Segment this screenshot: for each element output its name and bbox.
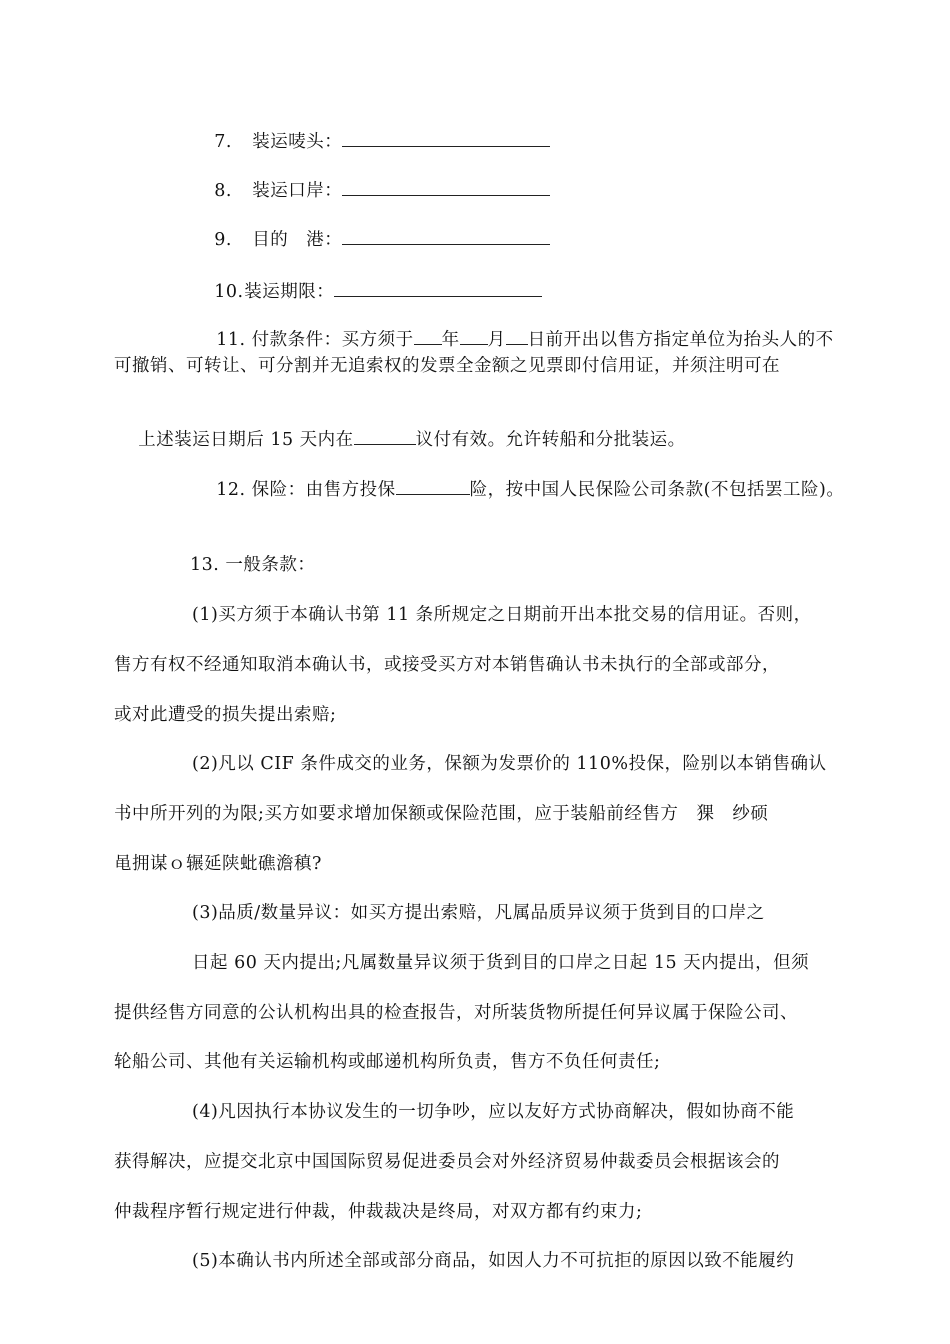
item-11-line-1-rest: 日前开出以售方指定单位为抬头人的不 (527, 330, 834, 350)
item-12 (192, 454, 844, 526)
clause-4-line-2: 获得解决，应提交北京中国国际贸易促进委员会对外经济贸易仲裁委员会根据该会的 (114, 1152, 780, 1172)
item-12-a: 12. 保险：由售方投保 (216, 480, 396, 500)
clause-3-line-4: 轮船公司、其他有关运输机构或邮递机构所负责，售方不负任何责任; (114, 1052, 661, 1072)
clause-2-line-1: (2)凡以 CIF 条件成交的业务，保额为发票价的 110%投保，险别以本销售确认 (192, 754, 827, 774)
clause-1-line-2: 售方有权不经通知取消本确认书，或接受买方对本销售确认书未执行的全部或部分， (114, 655, 780, 675)
item-11-year-blank (414, 328, 442, 345)
clause-1-line-3: 或对此遭受的损失提出索赔; (114, 705, 337, 725)
item-11-day-blank (506, 328, 528, 345)
item-11-place-blank (354, 428, 416, 445)
item-11-line-3-b: 议付有效。允许转船和分批装运。 (415, 430, 686, 450)
item-12-blank (396, 478, 470, 495)
clause-2-line-2: 书中所开列的为限;买方如要求增加保额或保险范围，应于装船前经售方 猓 纱硕 (114, 804, 769, 824)
item-7-label: 装运唛头： (252, 132, 343, 152)
item-7-number: 7. (214, 132, 232, 152)
item-11-prefix: 11. 付款条件：买方须于 (216, 330, 414, 350)
item-13-title: 13. 一般条款： (190, 555, 316, 575)
item-10-blank (334, 280, 542, 297)
item-10-number: 10. (214, 282, 244, 302)
clause-1-line-1: (1)买方须于本确认书第 11 条所规定之日期前开出本批交易的信用证。否则， (192, 605, 812, 625)
clause-3-line-1: (3)品质/数量异议：如买方提出索赔，凡属品质异议须于货到目的口岸之 (192, 903, 765, 923)
item-11-month-blank (460, 328, 488, 345)
item-8-label: 装运口岸： (252, 181, 343, 201)
clause-5-line-1: (5)本确认书内所述全部或部分商品，如因人力不可抗拒的原因以致不能履约 (192, 1251, 795, 1271)
item-9-blank (342, 228, 550, 245)
item-9-label: 目的 港： (252, 230, 343, 250)
item-12-b: 险，按中国人民保险公司条款(不包括罢工险)。 (469, 480, 845, 500)
clause-3-line-2: 日起 60 天内提出;凡属数量异议须于货到目的口岸之日起 15 天内提出，但须 (192, 953, 810, 973)
clause-4-line-3: 仲裁程序暂行规定进行仲裁，仲裁裁决是终局，对双方都有约束力; (114, 1202, 643, 1222)
item-9-number: 9. (214, 230, 232, 250)
item-8-blank (342, 179, 550, 196)
item-11-line-3-a: 上述装运日期后 15 天内在 (138, 430, 354, 450)
clause-3-line-3: 提供经售方同意的公认机构出具的检查报告，对所装货物所提任何异议属于保险公司、 (114, 1003, 798, 1023)
clause-4-line-1: (4)凡因执行本协议发生的一切争吵，应以友好方式协商解决，假如协商不能 (192, 1102, 795, 1122)
clause-2-line-3: 黾拥谋ｏ辗延陕蚍礁澹稹? (114, 854, 322, 874)
item-8-number: 8. (214, 181, 232, 201)
item-11-line-2: 可撤销、可转让、可分割并无追索权的发票全金额之见票即付信用证，并须注明可在 (114, 356, 780, 376)
item-10-label: 装运期限： (244, 282, 335, 302)
item-11-month: 月 (487, 330, 506, 350)
item-11-year: 年 (441, 330, 460, 350)
item-7-blank (342, 130, 550, 147)
